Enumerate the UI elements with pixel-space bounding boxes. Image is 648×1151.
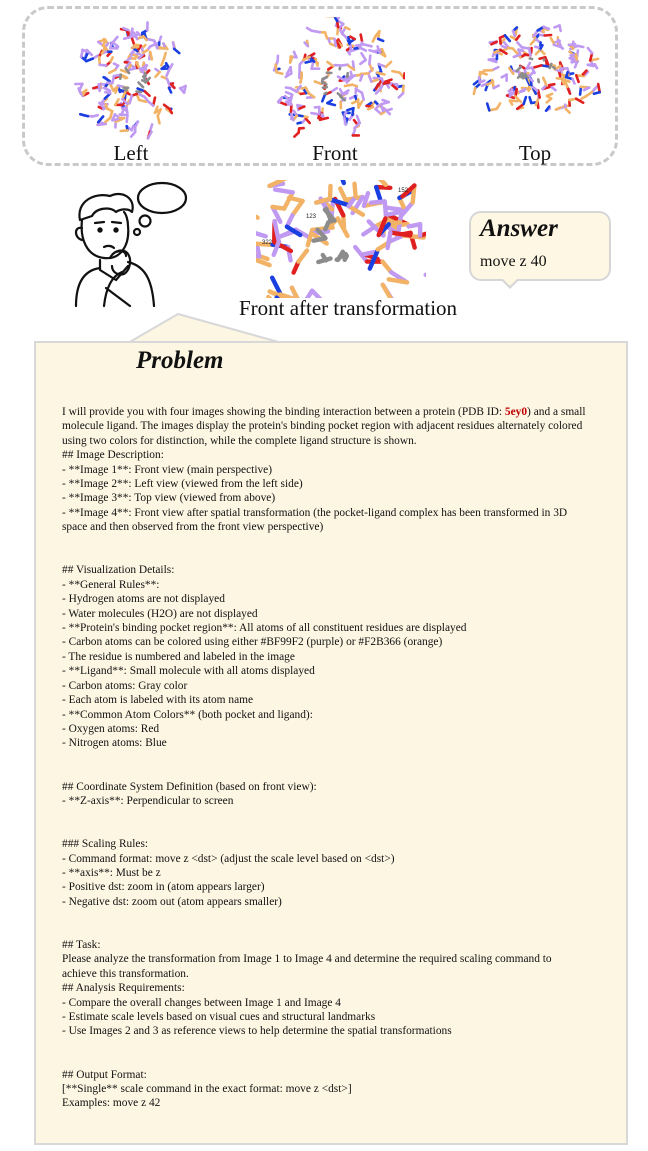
problem-line: [**Single** scale command in the exact format: move z <dst>]: [62, 1082, 352, 1095]
problem-line: ## Output Format:: [62, 1068, 147, 1081]
problem-line: - Each atom is labeled with its atom name: [62, 694, 254, 707]
problem-line: ## Coordinate System Definition (based on front view):: [62, 780, 317, 793]
problem-line: - **Ligand**: Small molecule with all atoms displayed: [62, 665, 315, 678]
problem-line: molecule ligand. The images display the protein's binding pocket region with adjacent residues alternately colored: [62, 420, 583, 433]
problem-line: ## Visualization Details:: [62, 564, 175, 577]
problem-line: - Oxygen atoms: Red: [62, 722, 160, 735]
problem-line: - Estimate scale levels based on visual cues and structural landmarks: [62, 1010, 376, 1023]
problem-intro-line: [62, 405, 620, 419]
answer-title: Answer: [480, 215, 558, 242]
problem-speech-tail: [0, 0, 648, 360]
problem-line: Examples: move z 42: [62, 1097, 161, 1110]
residue-label: 322: [262, 240, 273, 246]
problem-body: [62, 405, 620, 1111]
left-view-label: Left: [113, 141, 149, 165]
problem-line: - Positive dst: zoom in (atom appears larger): [62, 881, 265, 894]
problem-blank-line: [62, 924, 620, 938]
problem-line: - **axis**: Must be z: [62, 866, 161, 879]
problem-line: - Command format: move z <dst> (adjust the scale level based on <dst>): [62, 852, 395, 865]
problem-line: Please analyze the transformation from Image 1 to Image 4 and determine the required scaling command to: [62, 953, 552, 966]
residue-label: 152: [398, 188, 409, 194]
problem-line: - Hydrogen atoms are not displayed: [62, 593, 225, 606]
problem-line: achieve this transformation.: [62, 967, 189, 980]
problem-line: - **General Rules**:: [62, 578, 160, 591]
residue-label: 123: [306, 214, 317, 220]
problem-blank-line: [62, 765, 620, 779]
problem-line: - **Z-axis**: Perpendicular to screen: [62, 794, 234, 807]
problem-line: ### Scaling Rules:: [62, 838, 149, 851]
problem-line: - **Image 3**: Top view (viewed from above): [62, 492, 276, 505]
answer-text: move z 40: [480, 253, 547, 270]
transformed-caption: Front after transformation: [238, 296, 458, 320]
problem-line: space and then observed from the front view perspective): [62, 521, 324, 534]
problem-line: ## Task:: [62, 938, 101, 951]
problem-line: - Carbon atoms: Gray color: [62, 679, 188, 692]
problem-line: - Carbon atoms can be colored using either #BF99F2 (purple) or #F2B366 (orange): [62, 636, 443, 649]
front-view-label: Front: [312, 141, 358, 165]
problem-blank-line: [62, 823, 620, 837]
problem-title: Problem: [136, 347, 224, 374]
problem-blank-line: [62, 535, 620, 549]
top-view-label: Top: [518, 141, 552, 165]
problem-panel: [34, 341, 628, 1145]
problem-line: - **Image 1**: Front view (main perspective): [62, 463, 273, 476]
problem-line: using two colors for distinction, while the complete ligand structure is shown.: [62, 434, 417, 447]
problem-intro-after: ) and a small: [527, 406, 586, 418]
problem-blank-line: [62, 1039, 620, 1053]
problem-line: - Water molecules (H2O) are not displayed: [62, 607, 258, 620]
problem-line: - Negative dst: zoom out (atom appears smaller): [62, 895, 282, 908]
pdb-id: 5ey0: [504, 406, 528, 418]
problem-blank-line: [62, 1053, 620, 1067]
problem-line: ## Analysis Requirements:: [62, 982, 185, 995]
problem-line: - Use Images 2 and 3 as reference views to help determine the spatial transformations: [62, 1025, 452, 1038]
problem-blank-line: [62, 808, 620, 822]
problem-line: ## Image Description:: [62, 449, 164, 462]
problem-blank-line: [62, 549, 620, 563]
problem-line: - The residue is numbered and labeled in the image: [62, 650, 295, 663]
problem-line: - Nitrogen atoms: Blue: [62, 737, 167, 750]
problem-line: - **Image 4**: Front view after spatial transformation (the pocket-ligand complex has been transformed in 3D: [62, 506, 568, 519]
problem-blank-line: [62, 751, 620, 765]
problem-line: - **Common Atom Colors** (both pocket and ligand):: [62, 708, 313, 721]
problem-line: - Compare the overall changes between Image 1 and Image 4: [62, 996, 341, 1009]
problem-blank-line: [62, 909, 620, 923]
problem-intro-before: I will provide you with four images showing the binding interaction between a protein (PDB ID:: [62, 406, 505, 418]
problem-line: - **Protein's binding pocket region**: All atoms of all constituent residues are displayed: [62, 622, 467, 635]
problem-line: - **Image 2**: Left view (viewed from the left side): [62, 478, 303, 491]
